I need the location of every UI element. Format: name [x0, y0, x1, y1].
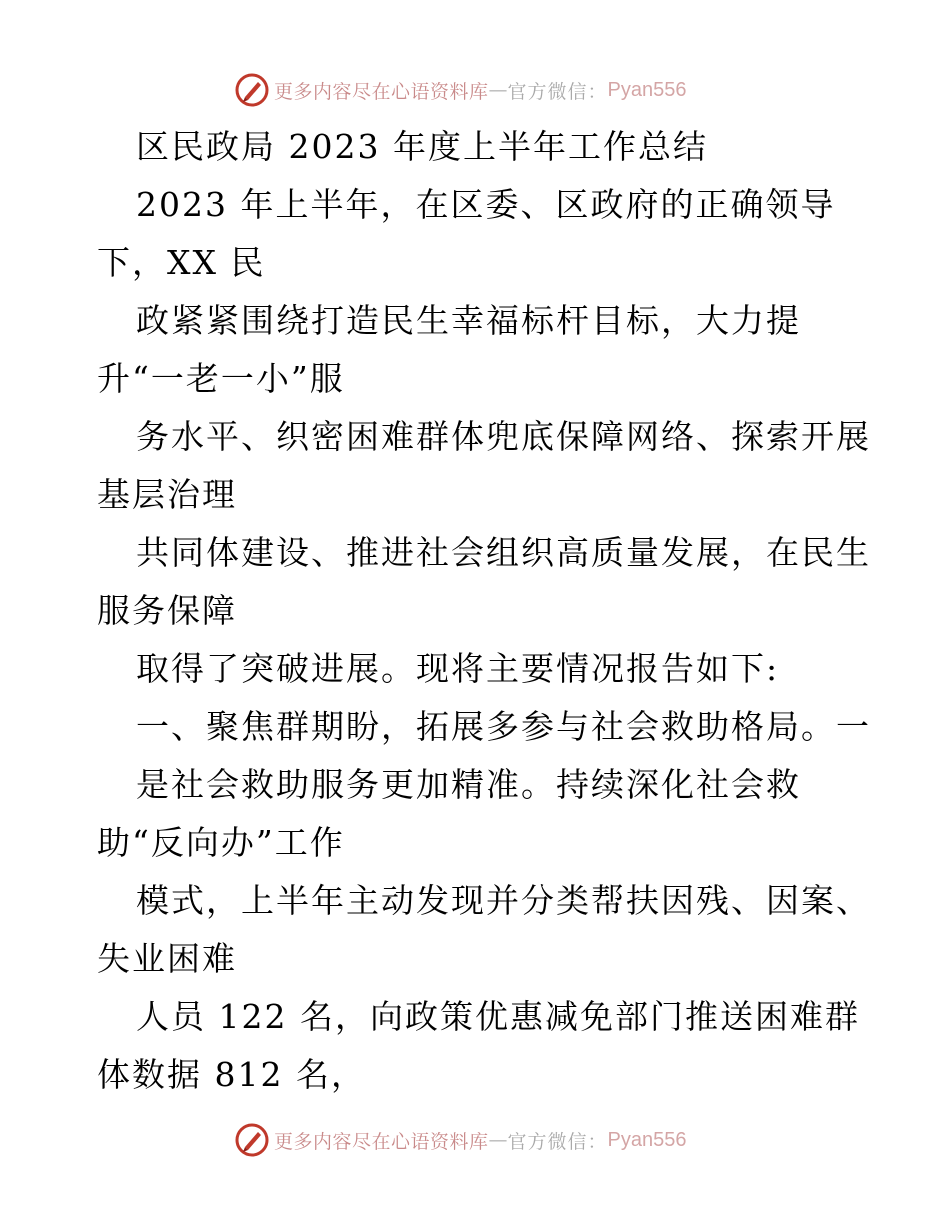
watermark-text: 更多内容尽在心语资料库: [274, 80, 489, 103]
header-watermark: [234, 70, 687, 110]
section-heading-line: 一、聚焦群期盼，拓展多参与社会救助格局。一: [136, 707, 871, 746]
watermark-wechat-label: 官方微信：: [507, 80, 608, 103]
paragraph-line: 下，XX 民: [97, 243, 266, 282]
paragraph-line: 2023 年上半年，在区委、区政府的正确领导: [136, 185, 836, 224]
paragraph-line: 升“一老一小”服: [97, 359, 345, 398]
watermark-wechat-label: 官方微信：: [507, 1130, 608, 1153]
paragraph-line: 服务保障: [97, 591, 237, 630]
watermark-separator: —: [488, 1129, 508, 1151]
paragraph-line: 政紧紧围绕打造民生幸福标杆目标，大力提: [136, 301, 801, 340]
paragraph-line: 失业困难: [97, 939, 237, 978]
paragraph-line: 务水平、织密困难群体兜底保障网络、探索开展: [136, 417, 871, 456]
paragraph-line: 取得了突破进展。现将主要情况报告如下:: [136, 649, 780, 688]
paragraph-line: 模式，上半年主动发现并分类帮扶因残、因案、: [136, 881, 871, 920]
watermark-wechat-id: Pyan556: [607, 78, 687, 101]
watermark-wechat-id: Pyan556: [607, 1128, 687, 1151]
paragraph-line: 助“反向办”工作: [97, 823, 345, 862]
paragraph-line: 共同体建设、推进社会组织高质量发展，在民生: [136, 533, 871, 572]
document-title: 区民政局 2023 年度上半年工作总结: [136, 127, 708, 166]
paragraph-line: 是社会救助服务更加精准。持续深化社会救: [136, 765, 801, 804]
pen-logo-icon: [234, 1122, 270, 1158]
paragraph-line: 体数据 812 名，: [97, 1055, 366, 1094]
pen-logo-icon: [234, 72, 270, 108]
paragraph-line: 人员 122 名，向政策优惠减免部门推送困难群: [136, 997, 860, 1036]
paragraph-line: 基层治理: [97, 475, 237, 514]
footer-watermark: [234, 1120, 687, 1160]
watermark-separator: —: [488, 79, 508, 101]
watermark-text: 更多内容尽在心语资料库: [274, 1130, 489, 1153]
